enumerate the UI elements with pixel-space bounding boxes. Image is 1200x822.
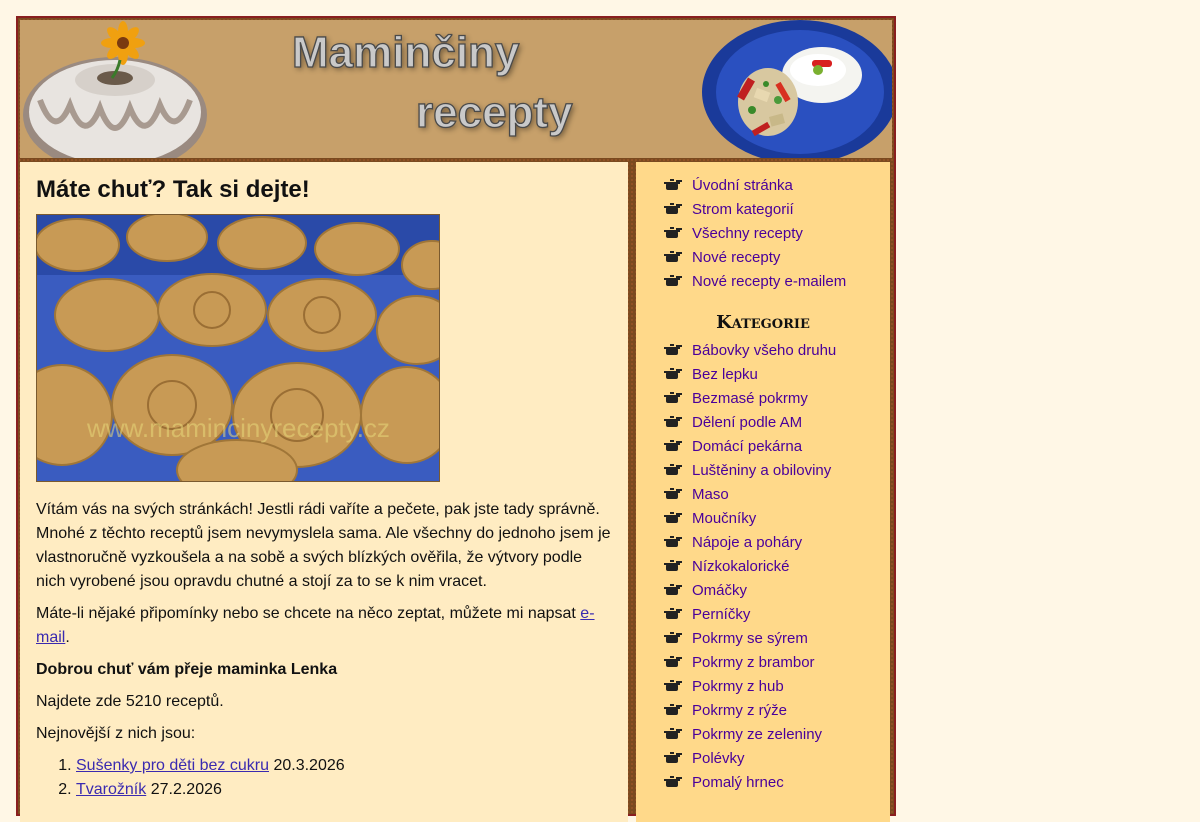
pot-icon — [664, 274, 682, 288]
nav-link[interactable]: Nové recepty — [692, 249, 781, 266]
list-item — [76, 754, 612, 778]
categories-heading: Kategorie — [716, 312, 810, 333]
category-item — [664, 555, 890, 579]
category-link[interactable]: Pokrmy z brambor — [692, 654, 815, 671]
pot-icon — [664, 631, 682, 645]
category-item — [664, 483, 890, 507]
pot-icon — [664, 583, 682, 597]
pot-icon — [664, 679, 682, 693]
pot-icon — [664, 343, 682, 357]
nav-link[interactable]: Nové recepty e-mailem — [692, 273, 847, 290]
category-link[interactable]: Nízkokalorické — [692, 558, 790, 575]
category-link[interactable]: Pokrmy ze zeleniny — [692, 726, 823, 743]
main-content — [20, 162, 628, 822]
pot-icon — [664, 559, 682, 573]
cookies-photo — [36, 214, 440, 482]
category-link[interactable]: Dělení podle AM — [692, 414, 803, 431]
nav-link[interactable]: Strom kategorií — [692, 201, 794, 218]
pot-icon — [664, 415, 682, 429]
recipe-link[interactable]: Tvarožník — [76, 781, 147, 798]
pot-icon — [664, 655, 682, 669]
category-link[interactable]: Omáčky — [692, 582, 748, 599]
category-item — [664, 507, 890, 531]
pot-icon — [664, 463, 682, 477]
recipe-count: Najdete zde 5210 receptů. — [36, 693, 224, 710]
category-link[interactable]: Pomalý hrnec — [692, 774, 784, 791]
recipe-link[interactable]: Sušenky pro děti bez cukru — [76, 757, 269, 774]
sidebar — [636, 162, 890, 822]
category-link[interactable]: Moučníky — [692, 510, 757, 527]
page-heading: Máte chuť? Tak si dejte! — [36, 176, 310, 203]
nav-link[interactable]: Všechny recepty — [692, 225, 803, 242]
pot-icon — [664, 226, 682, 240]
category-item — [664, 363, 890, 387]
category-link[interactable]: Domácí pekárna — [692, 438, 803, 455]
category-link[interactable]: Luštěniny a obiloviny — [692, 462, 832, 479]
category-link[interactable]: Polévky — [692, 750, 745, 767]
contact-text: Máte-li nějaké připomínky nebo se chcete na něco zeptat, můžete mi napsat — [36, 605, 581, 622]
pot-icon — [664, 751, 682, 765]
pot-icon — [664, 511, 682, 525]
pot-icon — [664, 202, 682, 216]
site-title-line2: recepty — [416, 88, 573, 137]
intro-paragraph: Vítám vás na svých stránkách! Jestli rádi vaříte a pečete, pak jste tady správně. Mnohé z těchto receptů jsem nevymyslela sama. Ale všechny do jednoho jsem je vlastnoručně vyzkoušela a na sobě a svých blízkých ověřila, že výtvory podle nich vyrobené jsou opravdu chutné a stojí za to se k nim vracet. — [36, 501, 611, 590]
category-link[interactable]: Bez lepku — [692, 366, 758, 383]
category-link[interactable]: Pokrmy se sýrem — [692, 630, 808, 647]
category-item — [664, 603, 890, 627]
recipe-date: 20.3.2026 — [273, 757, 345, 774]
pot-icon — [664, 703, 682, 717]
pot-icon — [664, 178, 682, 192]
recipe-date: 27.2.2026 — [150, 781, 222, 798]
pot-icon — [664, 250, 682, 264]
category-item — [664, 699, 890, 723]
email-link[interactable]: e-mail — [36, 605, 595, 646]
signature-text: Dobrou chuť vám přeje maminka Lenka — [36, 661, 338, 678]
category-item — [664, 387, 890, 411]
category-item — [664, 531, 890, 555]
category-link[interactable]: Bezmasé pokrmy — [692, 390, 808, 407]
site-header — [20, 20, 892, 158]
nav-item-home — [664, 174, 890, 198]
rice-dish-image — [700, 20, 892, 158]
category-link[interactable]: Maso — [692, 486, 729, 503]
main-nav — [636, 162, 890, 294]
newest-label: Nejnovější z nich jsou: — [36, 725, 196, 742]
category-item — [664, 339, 890, 363]
category-link[interactable]: Pokrmy z hub — [692, 678, 784, 695]
category-item — [664, 579, 890, 603]
nav-item-new-recipes — [664, 246, 890, 270]
signature — [36, 658, 612, 682]
list-item — [76, 778, 612, 802]
category-link[interactable]: Pokrmy z rýže — [692, 702, 788, 719]
page-frame — [16, 16, 896, 816]
contact-end: . — [65, 629, 70, 646]
category-item — [664, 459, 890, 483]
category-link[interactable]: Nápoje a poháry — [692, 534, 803, 551]
category-item — [664, 627, 890, 651]
pot-icon — [664, 727, 682, 741]
photo-watermark: www.mamincinyrecepty.cz — [87, 413, 390, 443]
pot-icon — [664, 775, 682, 789]
site-title-line1: Maminčiny — [292, 28, 520, 77]
category-item — [664, 723, 890, 747]
nav-link[interactable]: Úvodní stránka — [692, 177, 793, 194]
category-item — [664, 771, 890, 795]
pot-icon — [664, 487, 682, 501]
nav-item-category-tree — [664, 198, 890, 222]
category-list — [636, 339, 890, 795]
category-item — [664, 411, 890, 435]
nav-item-all-recipes — [664, 222, 890, 246]
newest-recipes-list — [36, 754, 612, 802]
pot-icon — [664, 391, 682, 405]
category-item — [664, 435, 890, 459]
category-item — [664, 747, 890, 771]
pot-icon — [664, 607, 682, 621]
category-item — [664, 651, 890, 675]
pot-icon — [664, 535, 682, 549]
category-link[interactable]: Bábovky všeho druhu — [692, 342, 837, 359]
pot-icon — [664, 367, 682, 381]
category-link[interactable]: Perníčky — [692, 606, 751, 623]
nav-item-new-recipes-email — [664, 270, 890, 294]
pot-icon — [664, 439, 682, 453]
contact-paragraph — [36, 602, 612, 650]
category-item — [664, 675, 890, 699]
